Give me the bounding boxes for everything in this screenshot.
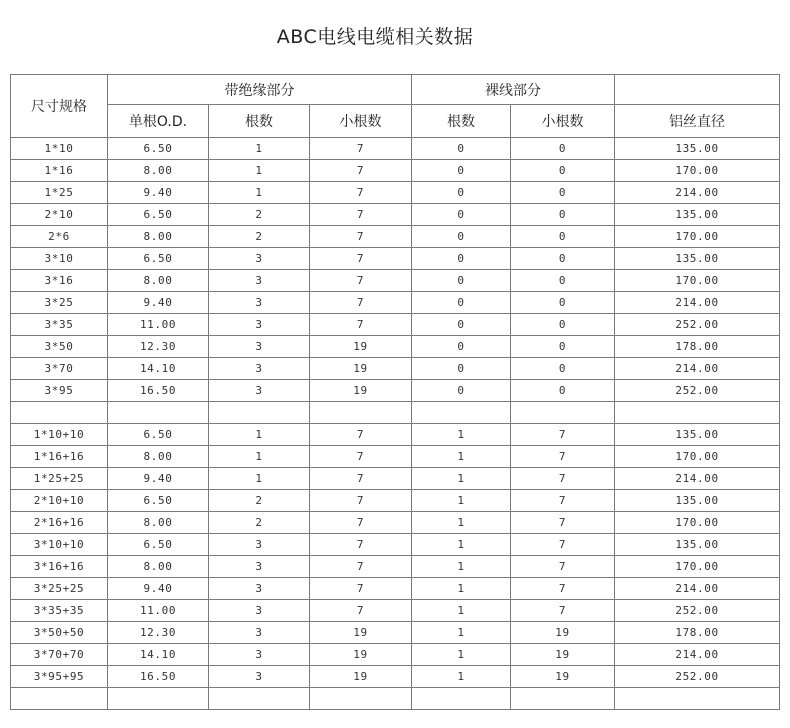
cell-small-count: 7 (310, 490, 412, 512)
header-col-bare-small-count: 小根数 (511, 105, 615, 138)
cell-bare-small-count: 7 (511, 490, 615, 512)
cell-small-count: 19 (310, 358, 412, 380)
cell-bare-count: 0 (412, 292, 511, 314)
cell-wire-diameter: 135.00 (615, 424, 780, 446)
cell-size: 1*10+10 (11, 424, 108, 446)
cell-bare-count: 1 (412, 600, 511, 622)
cell-bare-count: 1 (412, 424, 511, 446)
cell-wire-diameter: 214.00 (615, 468, 780, 490)
cell-od: 6.50 (108, 534, 209, 556)
cell-bare-small-count: 0 (511, 160, 615, 182)
cell-od: 14.10 (108, 644, 209, 666)
cell-od: 8.00 (108, 446, 209, 468)
cell-wire-diameter: 214.00 (615, 644, 780, 666)
cell-bare-count: 0 (412, 314, 511, 336)
cell-bare-small-count: 19 (511, 644, 615, 666)
cell-bare-count: 0 (412, 182, 511, 204)
cell-bare-small-count: 0 (511, 380, 615, 402)
cell-small-count: 7 (310, 314, 412, 336)
cell-bare-count: 0 (412, 204, 511, 226)
cell-count: 3 (209, 600, 310, 622)
table-row (11, 644, 780, 666)
cell-small-count: 7 (310, 446, 412, 468)
cell-small-count: 7 (310, 270, 412, 292)
cell-bare-count: 1 (412, 512, 511, 534)
cell-bare-small-count: 19 (511, 622, 615, 644)
cell-count: 2 (209, 490, 310, 512)
cell-wire-diameter: 252.00 (615, 666, 780, 688)
cell-small-count: 7 (310, 578, 412, 600)
header-group-insulated: 带绝缘部分 (108, 75, 412, 105)
table-row-blank (11, 688, 780, 710)
cell-bare-count: 1 (412, 490, 511, 512)
cell-bare-count: 0 (412, 248, 511, 270)
cell-size: 3*35 (11, 314, 108, 336)
cell-od: 8.00 (108, 556, 209, 578)
cell-size: 3*50 (11, 336, 108, 358)
cell-bare-small-count: 19 (511, 666, 615, 688)
cell-count: 3 (209, 622, 310, 644)
table-row (11, 380, 780, 402)
cell-bare-small-count: 0 (511, 292, 615, 314)
cell-count: 1 (209, 138, 310, 160)
table-row (11, 138, 780, 160)
cell-size: 3*25 (11, 292, 108, 314)
cell-bare-count: 1 (412, 446, 511, 468)
cell-count: 1 (209, 182, 310, 204)
cell-size: 3*10 (11, 248, 108, 270)
cell-bare-small-count: 0 (511, 314, 615, 336)
cell-size: 2*16+16 (11, 512, 108, 534)
cell-bare-count: 0 (412, 380, 511, 402)
cell-wire-diameter: 214.00 (615, 358, 780, 380)
cell-size: 1*10 (11, 138, 108, 160)
cell-size: 3*95 (11, 380, 108, 402)
table-row (11, 534, 780, 556)
cell-small-count: 19 (310, 622, 412, 644)
cell-count: 3 (209, 644, 310, 666)
cable-data-table (10, 74, 780, 710)
cell-wire-diameter: 170.00 (615, 556, 780, 578)
table-row (11, 578, 780, 600)
header-col-od: 单根O.D. (108, 105, 209, 138)
cell-bare-count: 1 (412, 534, 511, 556)
cell-od: 8.00 (108, 160, 209, 182)
cell-size: 3*35+35 (11, 600, 108, 622)
cell-count (209, 402, 310, 424)
cell-size: 1*25 (11, 182, 108, 204)
cell-od: 6.50 (108, 138, 209, 160)
cell-size: 3*70 (11, 358, 108, 380)
cell-bare-small-count: 0 (511, 358, 615, 380)
cell-wire-diameter: 252.00 (615, 600, 780, 622)
cell-small-count: 7 (310, 512, 412, 534)
cell-small-count: 7 (310, 292, 412, 314)
cell-wire-diameter: 214.00 (615, 182, 780, 204)
cell-count: 3 (209, 336, 310, 358)
cell-small-count (310, 688, 412, 710)
cell-wire-diameter: 170.00 (615, 512, 780, 534)
cell-od: 12.30 (108, 622, 209, 644)
cell-size: 1*16+16 (11, 446, 108, 468)
cell-bare-small-count: 7 (511, 556, 615, 578)
cell-od: 6.50 (108, 490, 209, 512)
table-row (11, 600, 780, 622)
cell-od: 6.50 (108, 424, 209, 446)
cell-bare-small-count (511, 402, 615, 424)
cell-small-count: 7 (310, 204, 412, 226)
table-row (11, 622, 780, 644)
cell-small-count: 19 (310, 380, 412, 402)
cell-wire-diameter: 170.00 (615, 446, 780, 468)
cell-bare-small-count: 0 (511, 270, 615, 292)
cell-wire-diameter: 135.00 (615, 204, 780, 226)
cell-small-count: 7 (310, 600, 412, 622)
table-row (11, 182, 780, 204)
cell-small-count (310, 402, 412, 424)
table-body (11, 138, 780, 710)
cell-size (11, 402, 108, 424)
header-col-small-count: 小根数 (310, 105, 412, 138)
cell-size: 3*10+10 (11, 534, 108, 556)
cell-od: 11.00 (108, 314, 209, 336)
cell-od: 9.40 (108, 468, 209, 490)
cell-count: 3 (209, 380, 310, 402)
cell-bare-small-count: 0 (511, 182, 615, 204)
cell-wire-diameter: 252.00 (615, 314, 780, 336)
table-row (11, 358, 780, 380)
cell-bare-small-count: 7 (511, 534, 615, 556)
table-row (11, 666, 780, 688)
cell-small-count: 19 (310, 666, 412, 688)
table-row (11, 468, 780, 490)
cell-od: 16.50 (108, 380, 209, 402)
cell-count: 3 (209, 556, 310, 578)
cell-small-count: 7 (310, 534, 412, 556)
cell-bare-count (412, 688, 511, 710)
table-row (11, 248, 780, 270)
table-row (11, 292, 780, 314)
cell-bare-small-count: 0 (511, 138, 615, 160)
cell-bare-count: 0 (412, 336, 511, 358)
cell-bare-count: 1 (412, 468, 511, 490)
cell-wire-diameter (615, 688, 780, 710)
table-row (11, 160, 780, 182)
cell-od: 8.00 (108, 226, 209, 248)
cell-wire-diameter: 135.00 (615, 248, 780, 270)
cell-bare-count: 0 (412, 270, 511, 292)
table-row (11, 490, 780, 512)
cell-bare-small-count: 7 (511, 578, 615, 600)
cell-count: 3 (209, 534, 310, 556)
cell-bare-count: 0 (412, 138, 511, 160)
cell-size: 1*16 (11, 160, 108, 182)
cell-count: 3 (209, 358, 310, 380)
cell-small-count: 7 (310, 248, 412, 270)
cell-od: 9.40 (108, 292, 209, 314)
cell-od: 11.00 (108, 600, 209, 622)
cell-bare-small-count: 0 (511, 248, 615, 270)
cell-bare-small-count: 0 (511, 336, 615, 358)
cell-count: 3 (209, 248, 310, 270)
cell-bare-count: 1 (412, 644, 511, 666)
cell-count: 1 (209, 446, 310, 468)
cell-wire-diameter: 135.00 (615, 138, 780, 160)
table-row (11, 204, 780, 226)
cell-count: 2 (209, 512, 310, 534)
cell-od: 9.40 (108, 182, 209, 204)
cell-bare-small-count: 0 (511, 226, 615, 248)
table-row-blank (11, 402, 780, 424)
cell-size: 1*25+25 (11, 468, 108, 490)
header-group-empty (615, 75, 780, 105)
cell-count: 2 (209, 204, 310, 226)
cell-bare-small-count (511, 688, 615, 710)
cell-bare-small-count: 7 (511, 446, 615, 468)
table-row (11, 446, 780, 468)
cell-wire-diameter: 170.00 (615, 160, 780, 182)
cell-bare-small-count: 0 (511, 204, 615, 226)
cell-bare-count: 1 (412, 622, 511, 644)
cell-size: 2*10 (11, 204, 108, 226)
cell-bare-count: 1 (412, 666, 511, 688)
cell-wire-diameter: 135.00 (615, 534, 780, 556)
cell-od: 6.50 (108, 204, 209, 226)
cell-wire-diameter (615, 402, 780, 424)
cell-od: 8.00 (108, 512, 209, 534)
table-row (11, 226, 780, 248)
cell-count: 3 (209, 578, 310, 600)
cell-count: 3 (209, 666, 310, 688)
cell-size: 3*16+16 (11, 556, 108, 578)
header-col-count: 根数 (209, 105, 310, 138)
table-row (11, 556, 780, 578)
header-group-bare: 裸线部分 (412, 75, 615, 105)
cell-od: 9.40 (108, 578, 209, 600)
cell-wire-diameter: 170.00 (615, 270, 780, 292)
cell-wire-diameter: 170.00 (615, 226, 780, 248)
cell-size: 2*6 (11, 226, 108, 248)
cell-bare-count: 0 (412, 226, 511, 248)
cell-od: 16.50 (108, 666, 209, 688)
cell-wire-diameter: 252.00 (615, 380, 780, 402)
cell-wire-diameter: 214.00 (615, 578, 780, 600)
table-row (11, 314, 780, 336)
cell-bare-count: 1 (412, 556, 511, 578)
cell-count: 3 (209, 270, 310, 292)
cell-size: 3*50+50 (11, 622, 108, 644)
cell-size: 3*16 (11, 270, 108, 292)
cell-bare-small-count: 7 (511, 424, 615, 446)
page-title: ABC电线电缆相关数据 (276, 26, 474, 48)
cell-od (108, 402, 209, 424)
cell-size: 2*10+10 (11, 490, 108, 512)
cell-od: 6.50 (108, 248, 209, 270)
cell-bare-small-count: 7 (511, 600, 615, 622)
cell-count: 3 (209, 292, 310, 314)
cell-bare-count: 1 (412, 578, 511, 600)
cell-wire-diameter: 214.00 (615, 292, 780, 314)
cell-od: 8.00 (108, 270, 209, 292)
cell-small-count: 7 (310, 424, 412, 446)
cell-small-count: 7 (310, 160, 412, 182)
cell-count: 1 (209, 160, 310, 182)
cell-small-count: 19 (310, 644, 412, 666)
cell-count: 1 (209, 468, 310, 490)
cell-bare-count (412, 402, 511, 424)
header-col-bare-count: 根数 (412, 105, 511, 138)
cell-bare-small-count: 7 (511, 512, 615, 534)
cell-od (108, 688, 209, 710)
cell-size: 3*25+25 (11, 578, 108, 600)
cell-small-count: 19 (310, 336, 412, 358)
cell-count: 3 (209, 314, 310, 336)
cell-size: 3*70+70 (11, 644, 108, 666)
cell-small-count: 7 (310, 138, 412, 160)
cell-count: 2 (209, 226, 310, 248)
cell-wire-diameter: 178.00 (615, 622, 780, 644)
cell-small-count: 7 (310, 182, 412, 204)
cell-wire-diameter: 178.00 (615, 336, 780, 358)
cell-wire-diameter: 135.00 (615, 490, 780, 512)
table-row (11, 424, 780, 446)
cell-bare-small-count: 7 (511, 468, 615, 490)
cell-size (11, 688, 108, 710)
header-size: 尺寸规格 (11, 75, 108, 138)
cell-small-count: 7 (310, 468, 412, 490)
table-row (11, 270, 780, 292)
header-col-wire-diameter: 铝丝直径 (615, 105, 780, 138)
cell-size: 3*95+95 (11, 666, 108, 688)
cell-bare-count: 0 (412, 358, 511, 380)
cell-count: 1 (209, 424, 310, 446)
cell-small-count: 7 (310, 226, 412, 248)
cell-bare-count: 0 (412, 160, 511, 182)
cell-count (209, 688, 310, 710)
cell-od: 14.10 (108, 358, 209, 380)
cell-od: 12.30 (108, 336, 209, 358)
table-row (11, 336, 780, 358)
cell-small-count: 7 (310, 556, 412, 578)
table-row (11, 512, 780, 534)
